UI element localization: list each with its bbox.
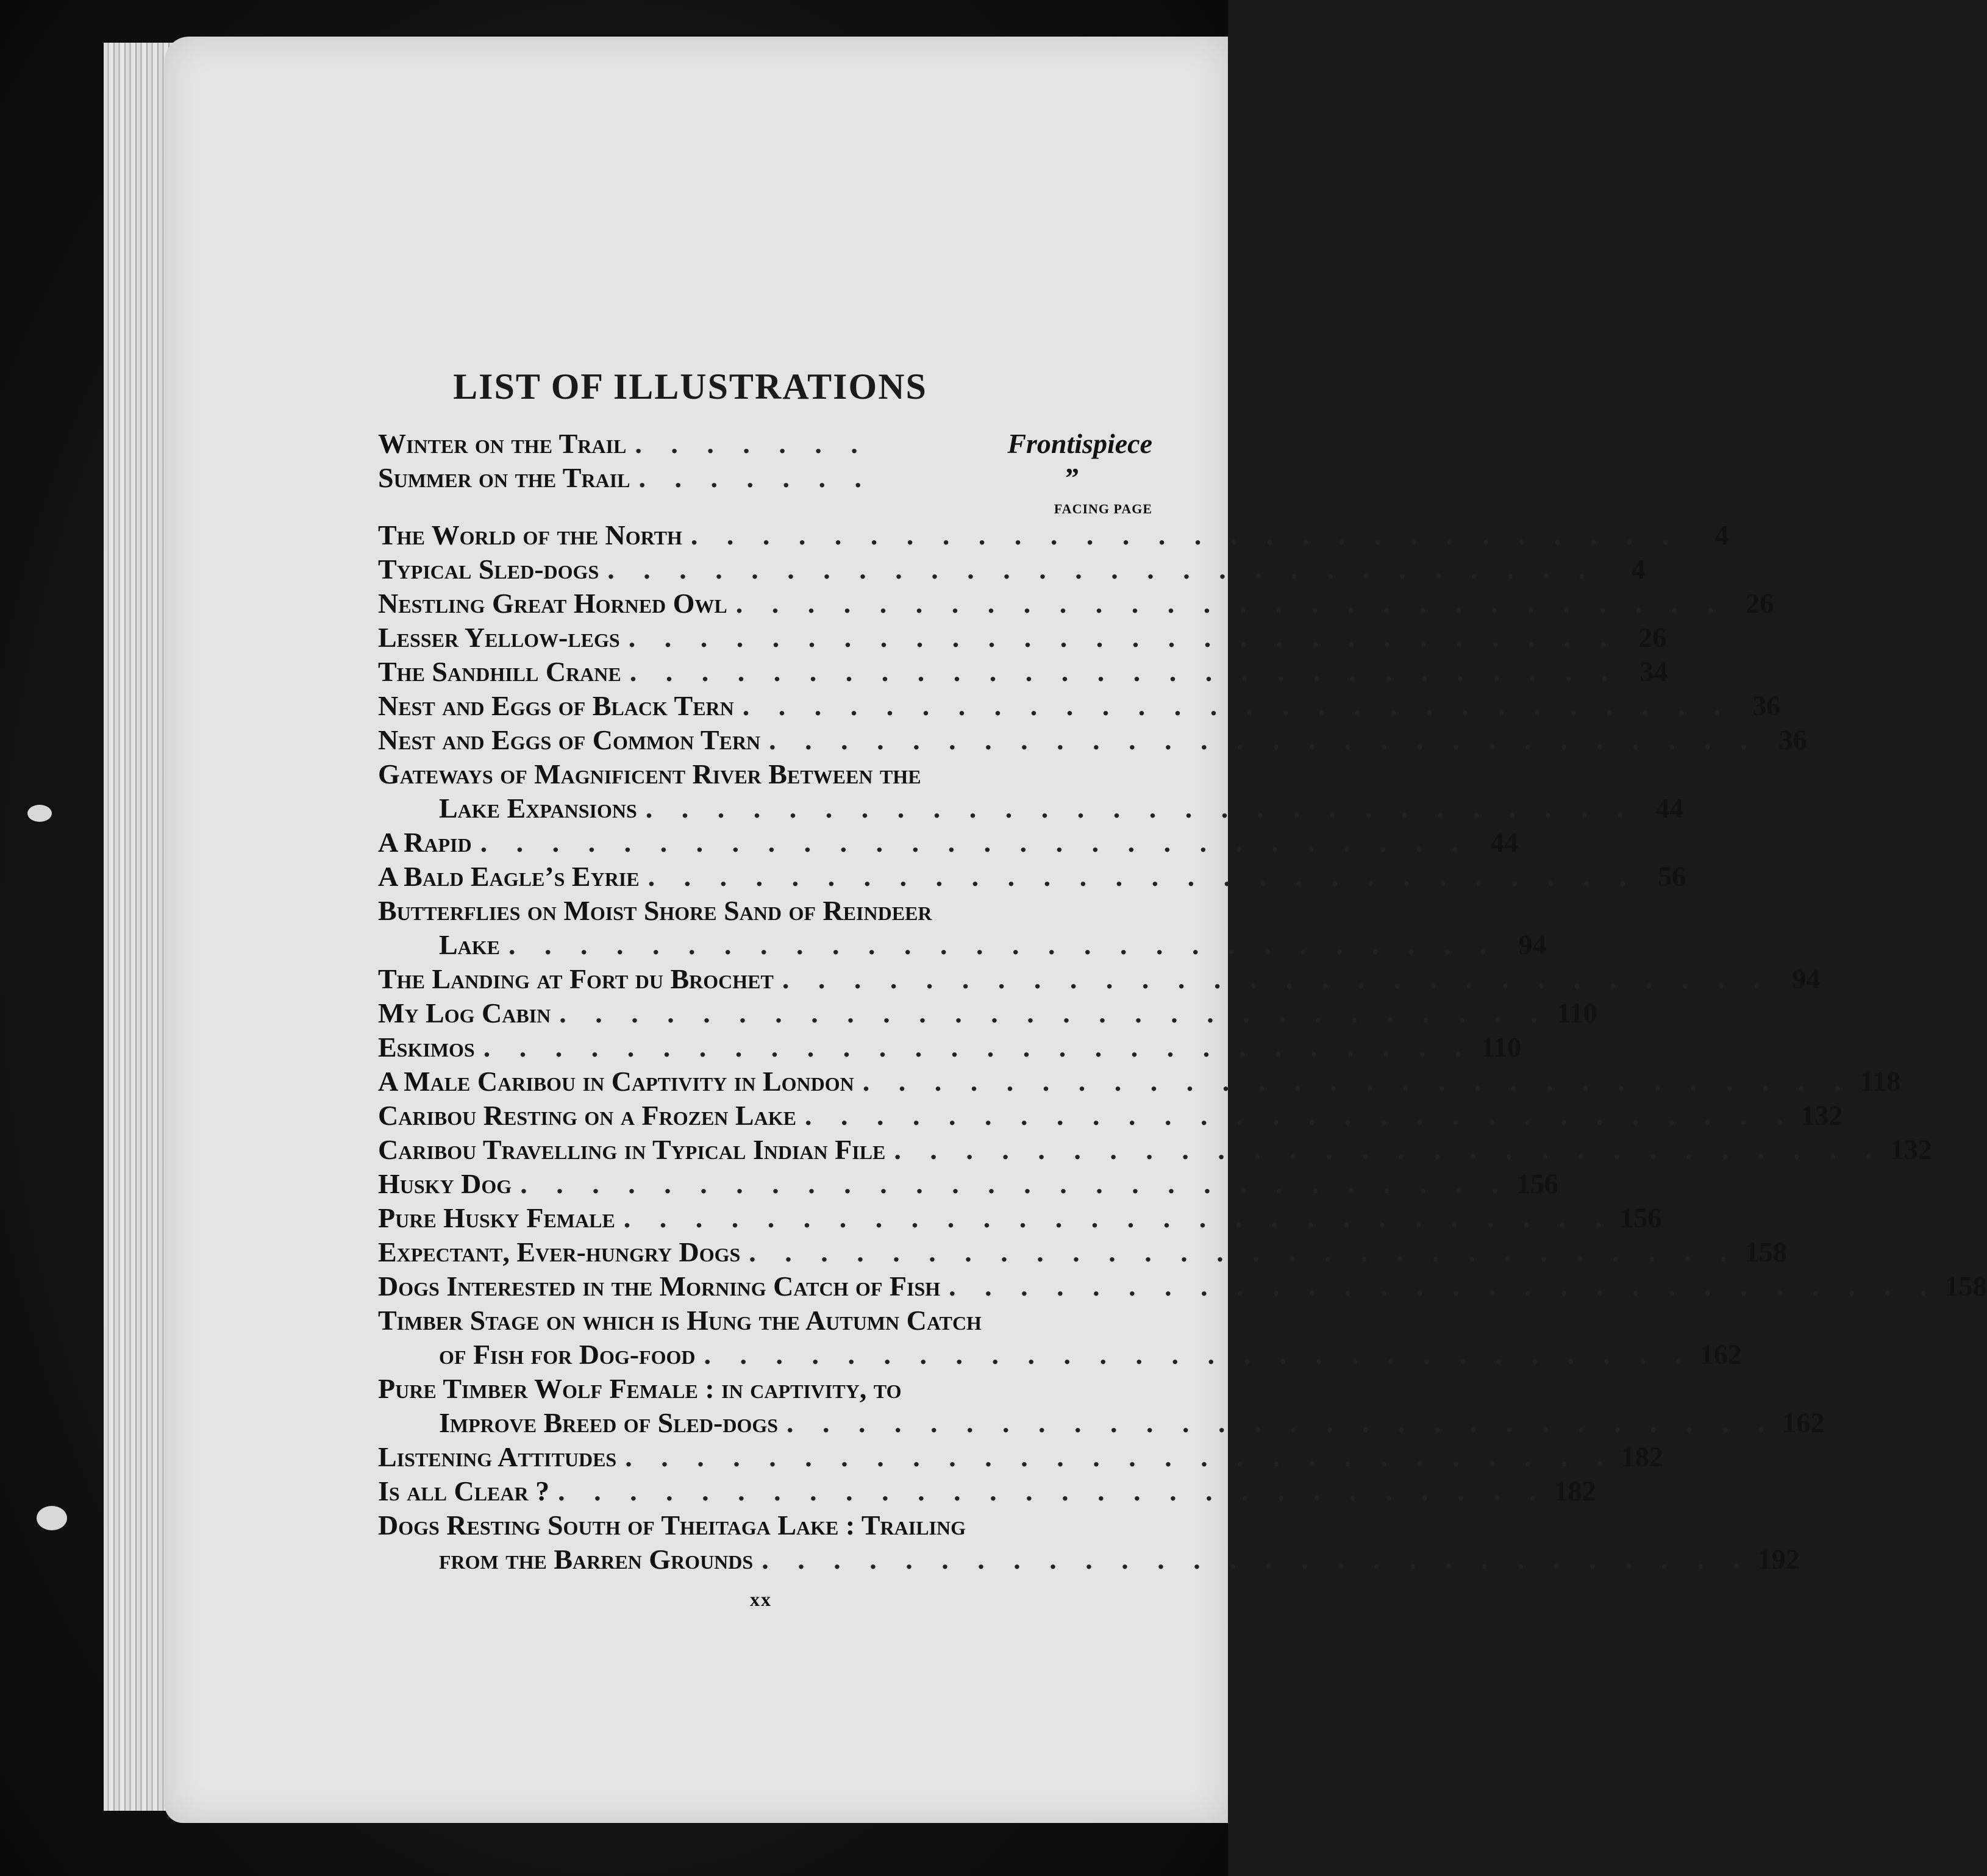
entry-page: 158 xyxy=(1944,1271,1987,1302)
entry-label: Nest and Eggs of Black Tern xyxy=(378,690,734,721)
entry-page: 44 xyxy=(1490,827,1519,858)
entry-label: Listening Attitudes xyxy=(378,1441,617,1472)
list-item: Eskimos . . . . . . . . . . . . . . . . . . . . . . . . . . . . 110 xyxy=(378,1030,1152,1065)
entry-page: 156 xyxy=(1619,1202,1662,1233)
entry-label-continuation: Lake Expansions xyxy=(439,793,637,824)
list-item: Lesser Yellow-legs . . . . . . . . . . . . . . . . . . . . . . . . . . . . 26 xyxy=(378,621,1152,655)
list-item: The Landing at Fort du Brochet . . . . . . . . . . . . . . . . . . . . . . . . . . . . 94 xyxy=(378,962,1152,996)
list-item: Pure Husky Female . . . . . . . . . . . . . . . . . . . . . . . . . . . . 156 xyxy=(378,1201,1152,1235)
list-item: The World of the North . . . . . . . . . . . . . . . . . . . . . . . . . . . . 4 xyxy=(378,518,1152,552)
entry-label: Is all Clear ? xyxy=(378,1475,550,1507)
speck xyxy=(37,1506,67,1530)
entry-label: Expectant, Ever-hungry Dogs xyxy=(378,1236,741,1268)
list-item: Is all Clear ? . . . . . . . . . . . . . . . . . . . . . . . . . . . . 182 xyxy=(378,1474,1152,1508)
entry-label: Pure Husky Female xyxy=(378,1202,615,1233)
page-title: LIST OF ILLUSTRATIONS xyxy=(453,366,927,407)
entry-label: Nestling Great Horned Owl xyxy=(378,588,727,619)
entry-label-continuation: from the Barren Grounds xyxy=(439,1544,754,1575)
list-item: Caribou Travelling in Typical Indian File . . . . . . . . . . . . . . . . . . . . . . . . . . . . 132 xyxy=(378,1133,1152,1167)
list-item: Nestling Great Horned Owl . . . . . . . . . . . . . . . . . . . . . . . . . . . . 26 xyxy=(378,587,1152,621)
entry-label-continuation: Lake xyxy=(439,929,501,960)
list-item xyxy=(378,1372,1152,1406)
entry-label: Dogs Resting South of Theitaga Lake : Trailing xyxy=(378,1510,966,1541)
list-item: Typical Sled-dogs . . . . . . . . . . . . . . . . . . . . . . . . . . . . 4 xyxy=(378,552,1152,587)
entry-page: 26 xyxy=(1638,622,1667,653)
list-item: Caribou Resting on a Frozen Lake . . . . . . . . . . . . . . . . . . . . . . . . . . . . 132 xyxy=(378,1099,1152,1133)
entry-label: Summer on the Trail xyxy=(378,462,630,493)
entry-label: Dogs Interested in the Morning Catch of Fish xyxy=(378,1271,941,1302)
list-item: Summer on the Trail . . . . . . . ” xyxy=(378,461,1152,495)
entry-page: 118 xyxy=(1860,1066,1901,1097)
entry-page: 94 xyxy=(1518,929,1547,960)
entry-label: Timber Stage on which is Hung the Autumn Catch xyxy=(378,1305,982,1336)
list-item-continuation: Lake . . . . . . . . . . . . . . . . . . . . . . . . . . . . 94 xyxy=(378,928,1152,962)
list-item xyxy=(378,1304,1152,1338)
facing-page-header: FACING PAGE xyxy=(1054,501,1152,516)
speck xyxy=(27,805,52,822)
entry-page: 132 xyxy=(1889,1134,1932,1165)
entry-page: 4 xyxy=(1631,554,1646,585)
list-item-continuation: of Fish for Dog-food . . . . . . . . . . . . . . . . . . . . . . . . . . . . 162 xyxy=(378,1338,1152,1372)
list-item: Listening Attitudes . . . . . . . . . . . . . . . . . . . . . . . . . . . . 182 xyxy=(378,1440,1152,1474)
entry-label: Typical Sled-dogs xyxy=(378,554,599,585)
illustrations-list xyxy=(378,427,1987,1577)
entry-label: A Male Caribou in Captivity in London xyxy=(378,1066,854,1097)
entry-page: 56 xyxy=(1658,861,1686,892)
entry-page: 110 xyxy=(1557,997,1597,1029)
list-item-continuation: Improve Breed of Sled-dogs . . . . . . . . . . . . . . . . . . . . . . . . . . . . 162 xyxy=(378,1406,1152,1440)
list-item-continuation: Lake Expansions . . . . . . . . . . . . . . . . . . . . . . . . . . . . 44 xyxy=(378,791,1152,826)
entry-label: Gateways of Magnificent River Between the xyxy=(378,758,921,790)
entry-label-continuation: of Fish for Dog-food xyxy=(439,1339,696,1370)
entry-label: A Bald Eagle’s Eyrie xyxy=(378,861,640,892)
entry-label: My Log Cabin xyxy=(378,997,551,1029)
entry-page: 162 xyxy=(1782,1407,1825,1438)
entry-page: 158 xyxy=(1744,1236,1787,1268)
entry-label: Eskimos xyxy=(378,1032,475,1063)
entry-page: 192 xyxy=(1757,1544,1800,1575)
list-item xyxy=(378,1508,1152,1543)
entry-label: Husky Dog xyxy=(378,1168,512,1199)
entry-label: The Sandhill Crane xyxy=(378,656,621,687)
list-item-continuation: from the Barren Grounds . . . . . . . . . . . . . . . . . . . . . . . . . . . . 192 xyxy=(378,1543,1152,1577)
entry-page: 110 xyxy=(1480,1032,1522,1063)
entry-page: 182 xyxy=(1621,1441,1663,1472)
entry-label: The Landing at Fort du Brochet xyxy=(378,963,774,994)
entry-label: Butterflies on Moist Shore Sand of Reindeer xyxy=(378,895,932,926)
entry-label-continuation: Improve Breed of Sled-dogs xyxy=(439,1407,779,1438)
entry-page: 44 xyxy=(1655,793,1684,824)
entry-page: 36 xyxy=(1778,724,1807,755)
entry-label: Caribou Travelling in Typical Indian File xyxy=(378,1134,886,1165)
entry-page: 182 xyxy=(1554,1475,1596,1507)
list-item xyxy=(378,757,1152,791)
entry-label: Lesser Yellow-legs xyxy=(378,622,620,653)
list-item: Dogs Interested in the Morning Catch of Fish . . . . . . . . . . . . . . . . . . . . . . . . . . . . 158 xyxy=(378,1269,1152,1304)
list-item: My Log Cabin . . . . . . . . . . . . . . . . . . . . . . . . . . . . 110 xyxy=(378,996,1152,1030)
entry-page: 156 xyxy=(1516,1168,1558,1199)
entry-page: 94 xyxy=(1792,963,1821,994)
entry-label: Caribou Resting on a Frozen Lake xyxy=(378,1100,796,1131)
entry-label: Nest and Eggs of Common Tern xyxy=(378,724,761,755)
entry-page: 132 xyxy=(1800,1100,1843,1131)
entry-page: Frontispiece xyxy=(1007,428,1152,459)
entry-label: A Rapid xyxy=(378,827,472,858)
entry-page: 36 xyxy=(1752,690,1781,721)
entry-page: 4 xyxy=(1714,519,1729,551)
entry-label: The World of the North xyxy=(378,519,682,551)
list-item: A Bald Eagle’s Eyrie . . . . . . . . . . . . . . . . . . . . . . . . . . . . 56 xyxy=(378,860,1152,894)
list-item: A Rapid . . . . . . . . . . . . . . . . . . . . . . . . . . . . 44 xyxy=(378,826,1152,860)
entry-label: Winter on the Trail xyxy=(378,428,627,459)
page-folio: xx xyxy=(750,1588,772,1610)
list-item: Husky Dog . . . . . . . . . . . . . . . . . . . . . . . . . . . . 156 xyxy=(378,1167,1152,1201)
entries xyxy=(378,518,1987,1577)
list-item: Nest and Eggs of Black Tern . . . . . . . . . . . . . . . . . . . . . . . . . . . . 36 xyxy=(378,689,1152,723)
list-item: Winter on the Trail . . . . . . . Frontispiece xyxy=(378,427,1152,461)
list-item: A Male Caribou in Captivity in London . . . . . . . . . . . . . . . . . . . . . . . . . . . . 118 xyxy=(378,1065,1152,1099)
list-item xyxy=(378,894,1152,928)
entry-page: 34 xyxy=(1639,656,1668,687)
entry-page: ” xyxy=(1065,462,1079,493)
entry-label: Pure Timber Wolf Female : in captivity, to xyxy=(378,1373,902,1404)
list-item: Nest and Eggs of Common Tern . . . . . . . . . . . . . . . . . . . . . . . . . . . . 36 xyxy=(378,723,1152,757)
entry-page: 26 xyxy=(1746,588,1774,619)
entry-page: 162 xyxy=(1699,1339,1742,1370)
list-item: Expectant, Ever-hungry Dogs . . . . . . . . . . . . . . . . . . . . . . . . . . . . 158 xyxy=(378,1235,1152,1269)
list-item: The Sandhill Crane . . . . . . . . . . . . . . . . . . . . . . . . . . . . 34 xyxy=(378,655,1152,689)
